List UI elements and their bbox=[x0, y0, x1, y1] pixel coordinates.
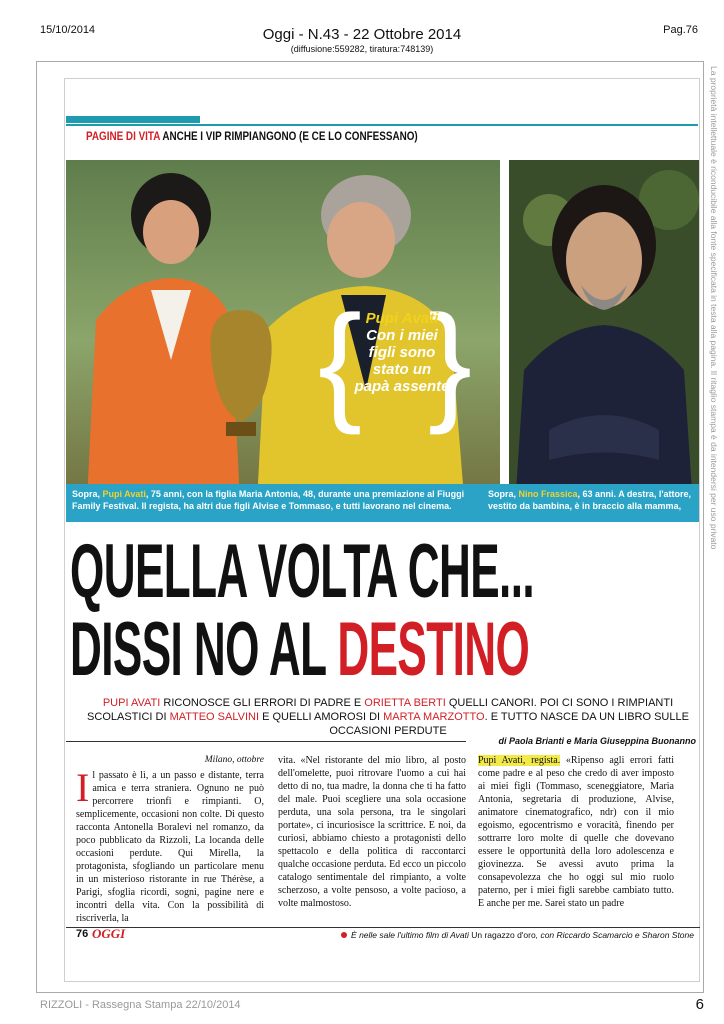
caption-left-prefix: Sopra, bbox=[72, 489, 103, 499]
headline-line-2 bbox=[70, 607, 530, 692]
footer-note-lead: È nelle sale l'ultimo film di Avati bbox=[351, 930, 472, 940]
body-column-2 bbox=[278, 754, 466, 910]
footer-note bbox=[341, 930, 694, 940]
section-accent-bar bbox=[66, 116, 200, 123]
headline-line-1: QUELLA VOLTA CHE... bbox=[70, 529, 535, 614]
quote-brace-right: } bbox=[428, 288, 473, 435]
pull-quote bbox=[354, 310, 450, 395]
caption-left-name: Pupi Avati bbox=[102, 489, 146, 499]
headline-line-2-red: DESTINO bbox=[337, 607, 530, 692]
clipping-date: 15/10/2014 bbox=[40, 24, 96, 36]
deck-text-3: E QUELLI AMOROSI DI bbox=[259, 711, 384, 723]
pull-quote-text: Con i miei figli sono stato un papà assente bbox=[354, 327, 450, 395]
deck-text-4: . E TUTTO NASCE DA UN LIBRO SULLE OCCASIONI PERDUTE bbox=[329, 711, 689, 737]
footer-rule bbox=[66, 927, 700, 928]
review-page-number: 6 bbox=[695, 996, 704, 1013]
pull-quote-name: Pupi Avati bbox=[365, 310, 439, 327]
dateline: Milano, ottobre bbox=[204, 755, 264, 765]
caption-left-text: , 75 anni, con la figlia Maria Antonia, 48, durante una premiazione al Fiuggi Family Festival. Il regista, ha altri due figli Alvise e Tommaso, e tutti lavorano nel cinema. bbox=[72, 489, 465, 511]
drop-cap: I bbox=[76, 765, 90, 810]
caption-left bbox=[66, 484, 500, 522]
publication-title: Oggi - N.43 - 22 Ottobre 2014 bbox=[262, 26, 462, 43]
footer-note-film: Un ragazzo d'oro bbox=[471, 930, 536, 940]
byline-rule bbox=[66, 741, 466, 742]
caption-right-text: , 63 anni. A destra, l'attore, vestito da bambina, è in braccio alla mamma, bbox=[488, 489, 692, 511]
photo-frassica-illustration bbox=[509, 160, 699, 522]
copyright-notice: La proprietà intellettuale è riconducibile alla fonte specificata in testa alla pagina. Il ritaglio stampa è da intendersi per uso privato bbox=[709, 66, 719, 550]
footer-note-tail: , con Riccardo Scamarcio e Sharon Stone bbox=[535, 930, 694, 940]
deck-name-1: PUPI AVATI bbox=[102, 697, 161, 709]
quote-brace-left: { bbox=[318, 288, 363, 435]
section-title: ANCHE I VIP RIMPIANGONO (E CE LO CONFESSANO) bbox=[162, 131, 418, 143]
magazine-logo: OGGI bbox=[92, 926, 126, 941]
standfirst bbox=[76, 696, 700, 738]
body-column-2-text: vita. «Nel ristorante del mio libro, al posto dell'omelette, puoi ritrovare l'uomo a cui hai detto di no, tua madre, la donna che ti ha fatto del male. Puoi scegliere una sola occasione perduta, una sola persona, tra le singolari portate», ci incuriosisce la scrittrice. E noi, da curiosi, abbiamo chiesto a protagonisti dello spettacolo e della politica di raccontarci qualche occasione perduta. Ed ecco un piccolo catalogo sentimentale del rimpianto, a volte scherzoso, a volte pensoso, a volte pacioso, a volte malmostoso. bbox=[278, 755, 466, 909]
bullet-icon bbox=[341, 932, 347, 938]
body-column-3-text: «Ripenso agli errori fatti come padre e al peso che credo di aver imposto ai miei figli (Tommaso, sceneggiatore, Maria Antonia, segretaria di produzione, Alvise, animatore cinematografico, ndr) con il mio egoismo, egocentrismo e voracità, finendo per sottrarre loro molte di quelle che dovevano essere le opportunità della loro adolescenza e giovinezza. Se avessi avuto prima la consapevolezza che ho oggi sul mio ruolo paterno, per i miei figli sarebbe cambiato tutto. E anche per me. Sarei stato un padre bbox=[478, 755, 674, 909]
caption-right-name: Nino Frassica bbox=[518, 489, 578, 499]
body-column-1-text: l passato è lì, a un passo e distante, terra amica e terra straniera. Ognuno ne può percorrere trionfi e rimpianti. O, semplicemente, occasioni non colte. Di questo racconta Antonella Boralevi nel romanzo, da poco pubblicato da Rizzoli, La locanda delle occasioni perdute. Qui Mirella, la protagonista, sfogliando un particolare menu in un misterioso ristorante in rue Thérèse, a Parigi, sfoglia ricordi, sogni, pagine nere e incontri della vita. Con la possibilità di riscriverla, la bbox=[76, 770, 264, 924]
circulation-info: (diffusione:559282, tiratura:748139) bbox=[290, 44, 434, 54]
photo-frassica bbox=[509, 160, 699, 522]
section-label: PAGINE DI VITA bbox=[86, 131, 161, 143]
headline-line-2-black: DISSI NO AL bbox=[70, 607, 338, 692]
section-header bbox=[86, 131, 418, 143]
deck-name-3: MATTEO SALVINI bbox=[169, 711, 260, 723]
deck-name-2: ORIETTA BERTI bbox=[364, 697, 446, 709]
page-reference: Pag.76 bbox=[663, 24, 698, 36]
press-review-source: RIZZOLI - Rassegna Stampa 22/10/2014 bbox=[40, 999, 241, 1011]
magazine-page-number: 76 bbox=[76, 928, 89, 940]
caption-right bbox=[482, 484, 699, 522]
section-rule bbox=[66, 124, 698, 126]
body-column-1 bbox=[76, 754, 264, 925]
deck-text-2: QUELLI CANORI. POI CI SONO I RIMPIANTI SCOLASTICI DI bbox=[87, 697, 674, 723]
deck-text-1: RICONOSCE GLI ERRORI DI PADRE E bbox=[160, 697, 365, 709]
byline: di Paola Brianti e Maria Giuseppina Buonanno bbox=[498, 736, 696, 746]
interviewee-name: Pupi Avati, regista. bbox=[478, 755, 561, 766]
body-column-3 bbox=[478, 754, 674, 910]
caption-right-prefix: Sopra, bbox=[488, 489, 519, 499]
deck-name-4: MARTA MARZOTTO bbox=[383, 711, 485, 723]
